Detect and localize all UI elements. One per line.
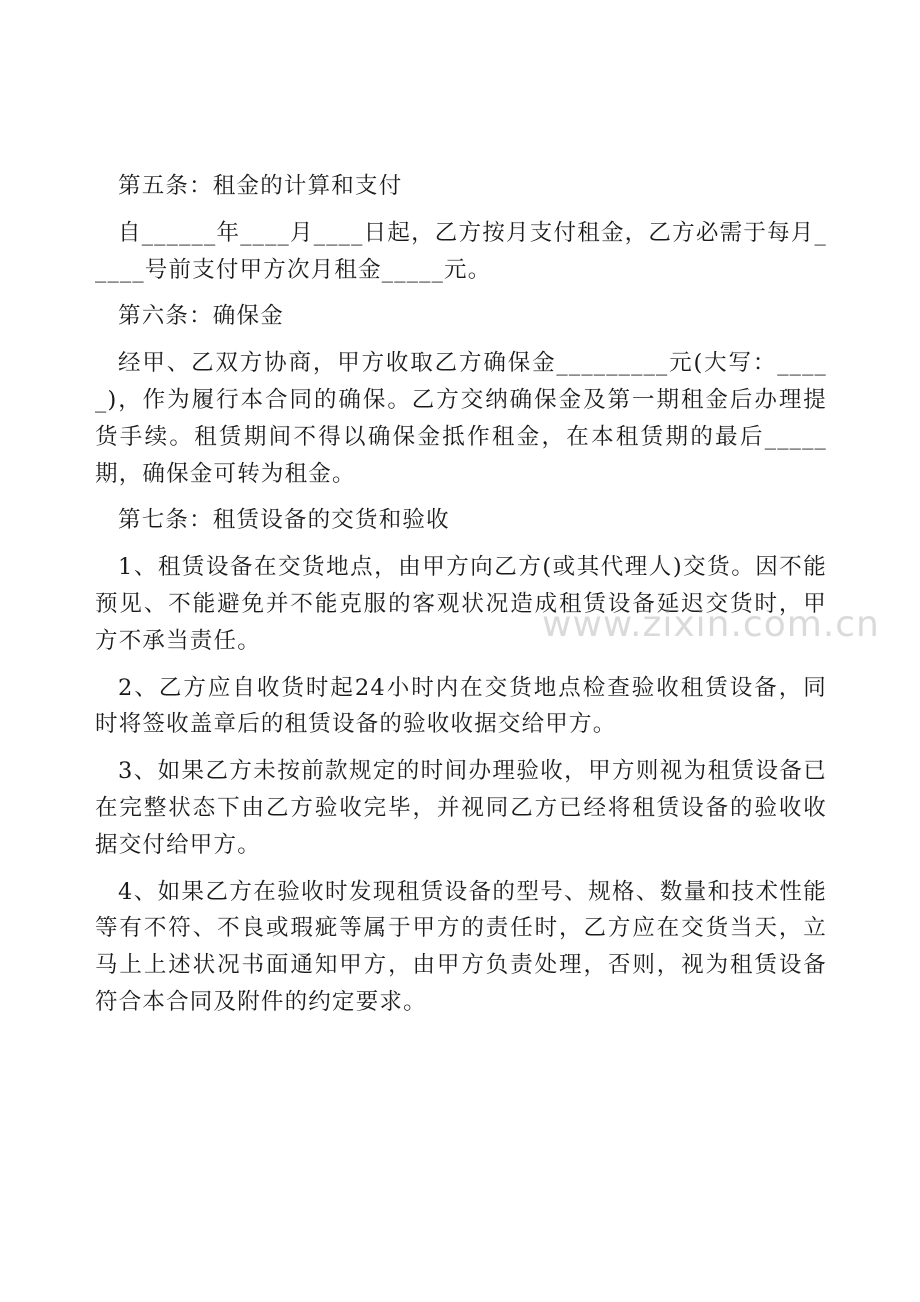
article-6-title: 第六条：确保金 xyxy=(118,303,284,330)
article-7-title: 第七条：租赁设备的交货和验收 xyxy=(118,507,450,534)
article-7-item-2: 2、乙方应自收货时起24小时内在交货地点检查验收租赁设备，同时将签收盖章后的租赁设备的验收收据交给甲方。 xyxy=(95,674,827,738)
article-5-payment-terms: 自______年____月____日起，乙方按月支付租金，乙方必需于每月_____号前支付甲方次月租金_____元。 xyxy=(95,219,827,283)
article-7-item-4: 4、如果乙方在验收时发现租赁设备的型号、规格、数量和技术性能等有不符、不良或瑕疵等属于甲方的责任时，乙方应在交货当天，立马上上述状况书面通知甲方，由甲方负责处理，否则，视为租赁设备符合本合同及附件的约定要求。 xyxy=(95,878,827,1015)
watermark-text: www.zixin.com.cn xyxy=(542,604,880,645)
document-body xyxy=(95,168,827,1031)
article-7-item-1: 1、租赁设备在交货地点，由甲方向乙方(或其代理人)交货。因不能预见、不能避免并不能克服的客观状况造成租赁设备延迟交货时，甲方不承当责任。 xyxy=(95,554,827,654)
article-7-item-3: 3、如果乙方未按前款规定的时间办理验收，甲方则视为租赁设备已在完整状态下由乙方验收完毕，并视同乙方已经将租赁设备的验收收据交付给甲方。 xyxy=(95,758,827,858)
article-6-deposit-terms: 经甲、乙双方协商，甲方收取乙方确保金_________元(大写：_____)，作为履行本合同的确保。乙方交纳确保金及第一期租金后办理提货手续。租赁期间不得以确保金抵作租金，在本租赁期的最后_____期，确保金可转为租金。 xyxy=(95,350,827,487)
article-5-title: 第五条：租金的计算和支付 xyxy=(118,173,403,199)
